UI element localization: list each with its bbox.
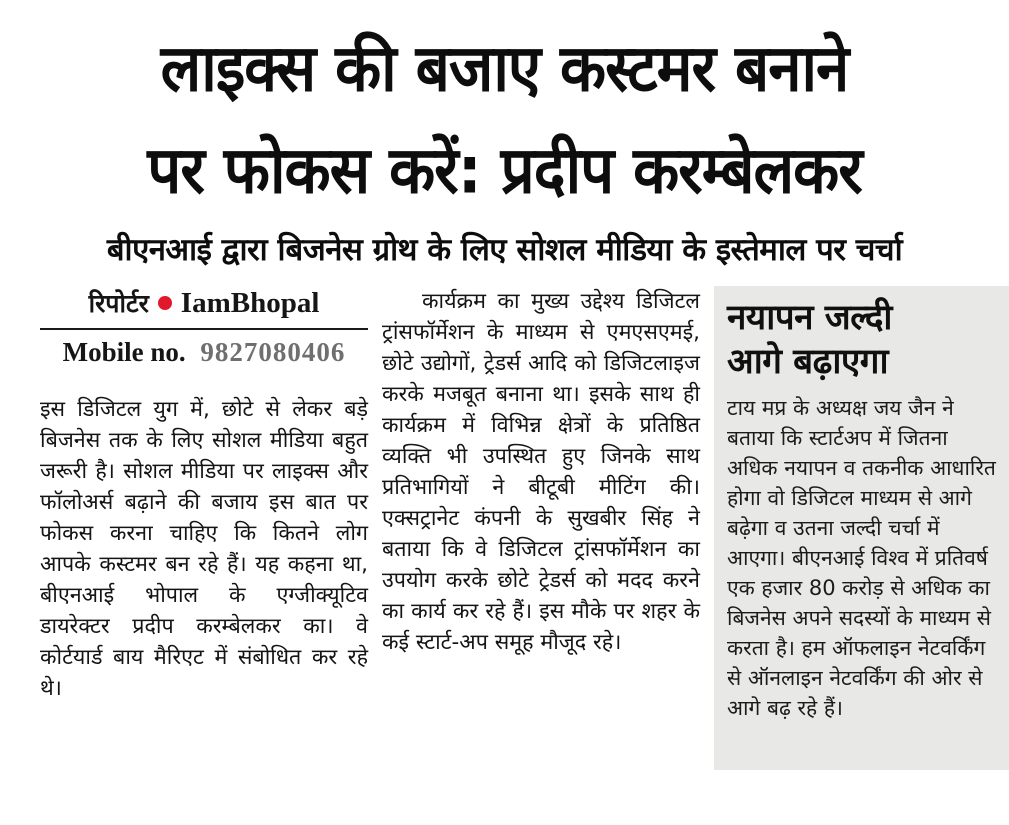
- mobile-number: 9827080406: [200, 337, 346, 367]
- article-columns: [0, 286, 1009, 770]
- headline-line-1: लाइक्स की बजाए कस्टमर बनाने: [160, 31, 849, 107]
- column-sidebar: [714, 286, 1009, 770]
- mobile-line: [40, 337, 368, 368]
- subheadline: बीएनआई द्वारा बिजनेस ग्रोथ के लिए सोशल मीडिया के इस्तेमाल पर चर्चा: [106, 232, 903, 268]
- reporter-source: IamBhopal: [180, 286, 320, 319]
- sidebar-heading-line-2: आगे बढ़ाएगा: [727, 342, 889, 382]
- column-middle: [382, 286, 700, 658]
- byline: [40, 286, 368, 330]
- sidebar-heading-line-1: नयापन जल्दी: [727, 298, 892, 338]
- left-column-paragraph: इस डिजिटल युग में, छोटे से लेकर बड़े बिजनेस तक के लिए सोशल मीडिया बहुत जरूरी है। सोशल मीडिया पर लाइक्स और फॉलोअर्स बढ़ाने की बजाय इस बात पर फोकस करना चाहिए कि कितने लोग आपके कस्टमर बन रहे हैं। यह कहना था, बीएनआई भोपाल के एग्जीक्यूटिव डायरेक्टर प्रदीप करम्बेलकर का। वे कोर्टयार्ड बाय मैरिएट में संबोधित कर रहे थे।: [40, 397, 368, 701]
- red-bullet-icon: [158, 296, 172, 310]
- sidebar-heading: [727, 296, 999, 384]
- headline-line-2: पर फोकस करें: प्रदीप करम्बेलकर: [147, 133, 862, 209]
- middle-column-paragraph: कार्यक्रम का मुख्य उद्देश्य डिजिटल ट्रांसफॉर्मेशन के माध्यम से एमएसएमई, छोटे उद्योगों, ट्रेडर्स आदि को डिजिटलाइज करके मजबूत बनाना था। इसके साथ ही कार्यक्रम में विभिन्न क्षेत्रों के प्रतिष्ठित व्यक्ति भी उपस्थित हुए जिनके साथ प्रतिभागियों ने बीटूबी मीटिंग की। एक्सट्रानेट कंपनी के सुखबीर सिंह ने बताया कि वे डिजिटल ट्रांसफॉर्मेशन का उपयोग करके छोटे ट्रेडर्स को मदद करने का कार्य कर रहे हैं। इस मौके पर शहर के कई स्टार्ट-अप समूह मौजूद रहे।: [382, 289, 700, 655]
- reporter-label: रिपोर्टर: [88, 289, 149, 318]
- sidebar-box: [714, 286, 1009, 770]
- sidebar-paragraph: टाय मप्र के अध्यक्ष जय जैन ने बताया कि स्टार्टअप में जितना अधिक नयापन व तकनीक आधारित होगा वो डिजिटल माध्यम से आगे बढ़ेगा व उतना जल्दी चर्चा में आएगा। बीएनआई विश्व में प्रतिवर्ष एक हजार 80 करोड़ से अधिक का बिजनेस अपने सदस्यों के माध्यम से करता है। हम ऑफलाइन नेटवर्किंग से ऑनलाइन नेटवर्किंग की ओर से आगे बढ़ रहे हैं।: [727, 396, 996, 720]
- mobile-label: Mobile no.: [62, 337, 186, 367]
- headline: [0, 0, 1009, 218]
- column-left: [40, 286, 368, 704]
